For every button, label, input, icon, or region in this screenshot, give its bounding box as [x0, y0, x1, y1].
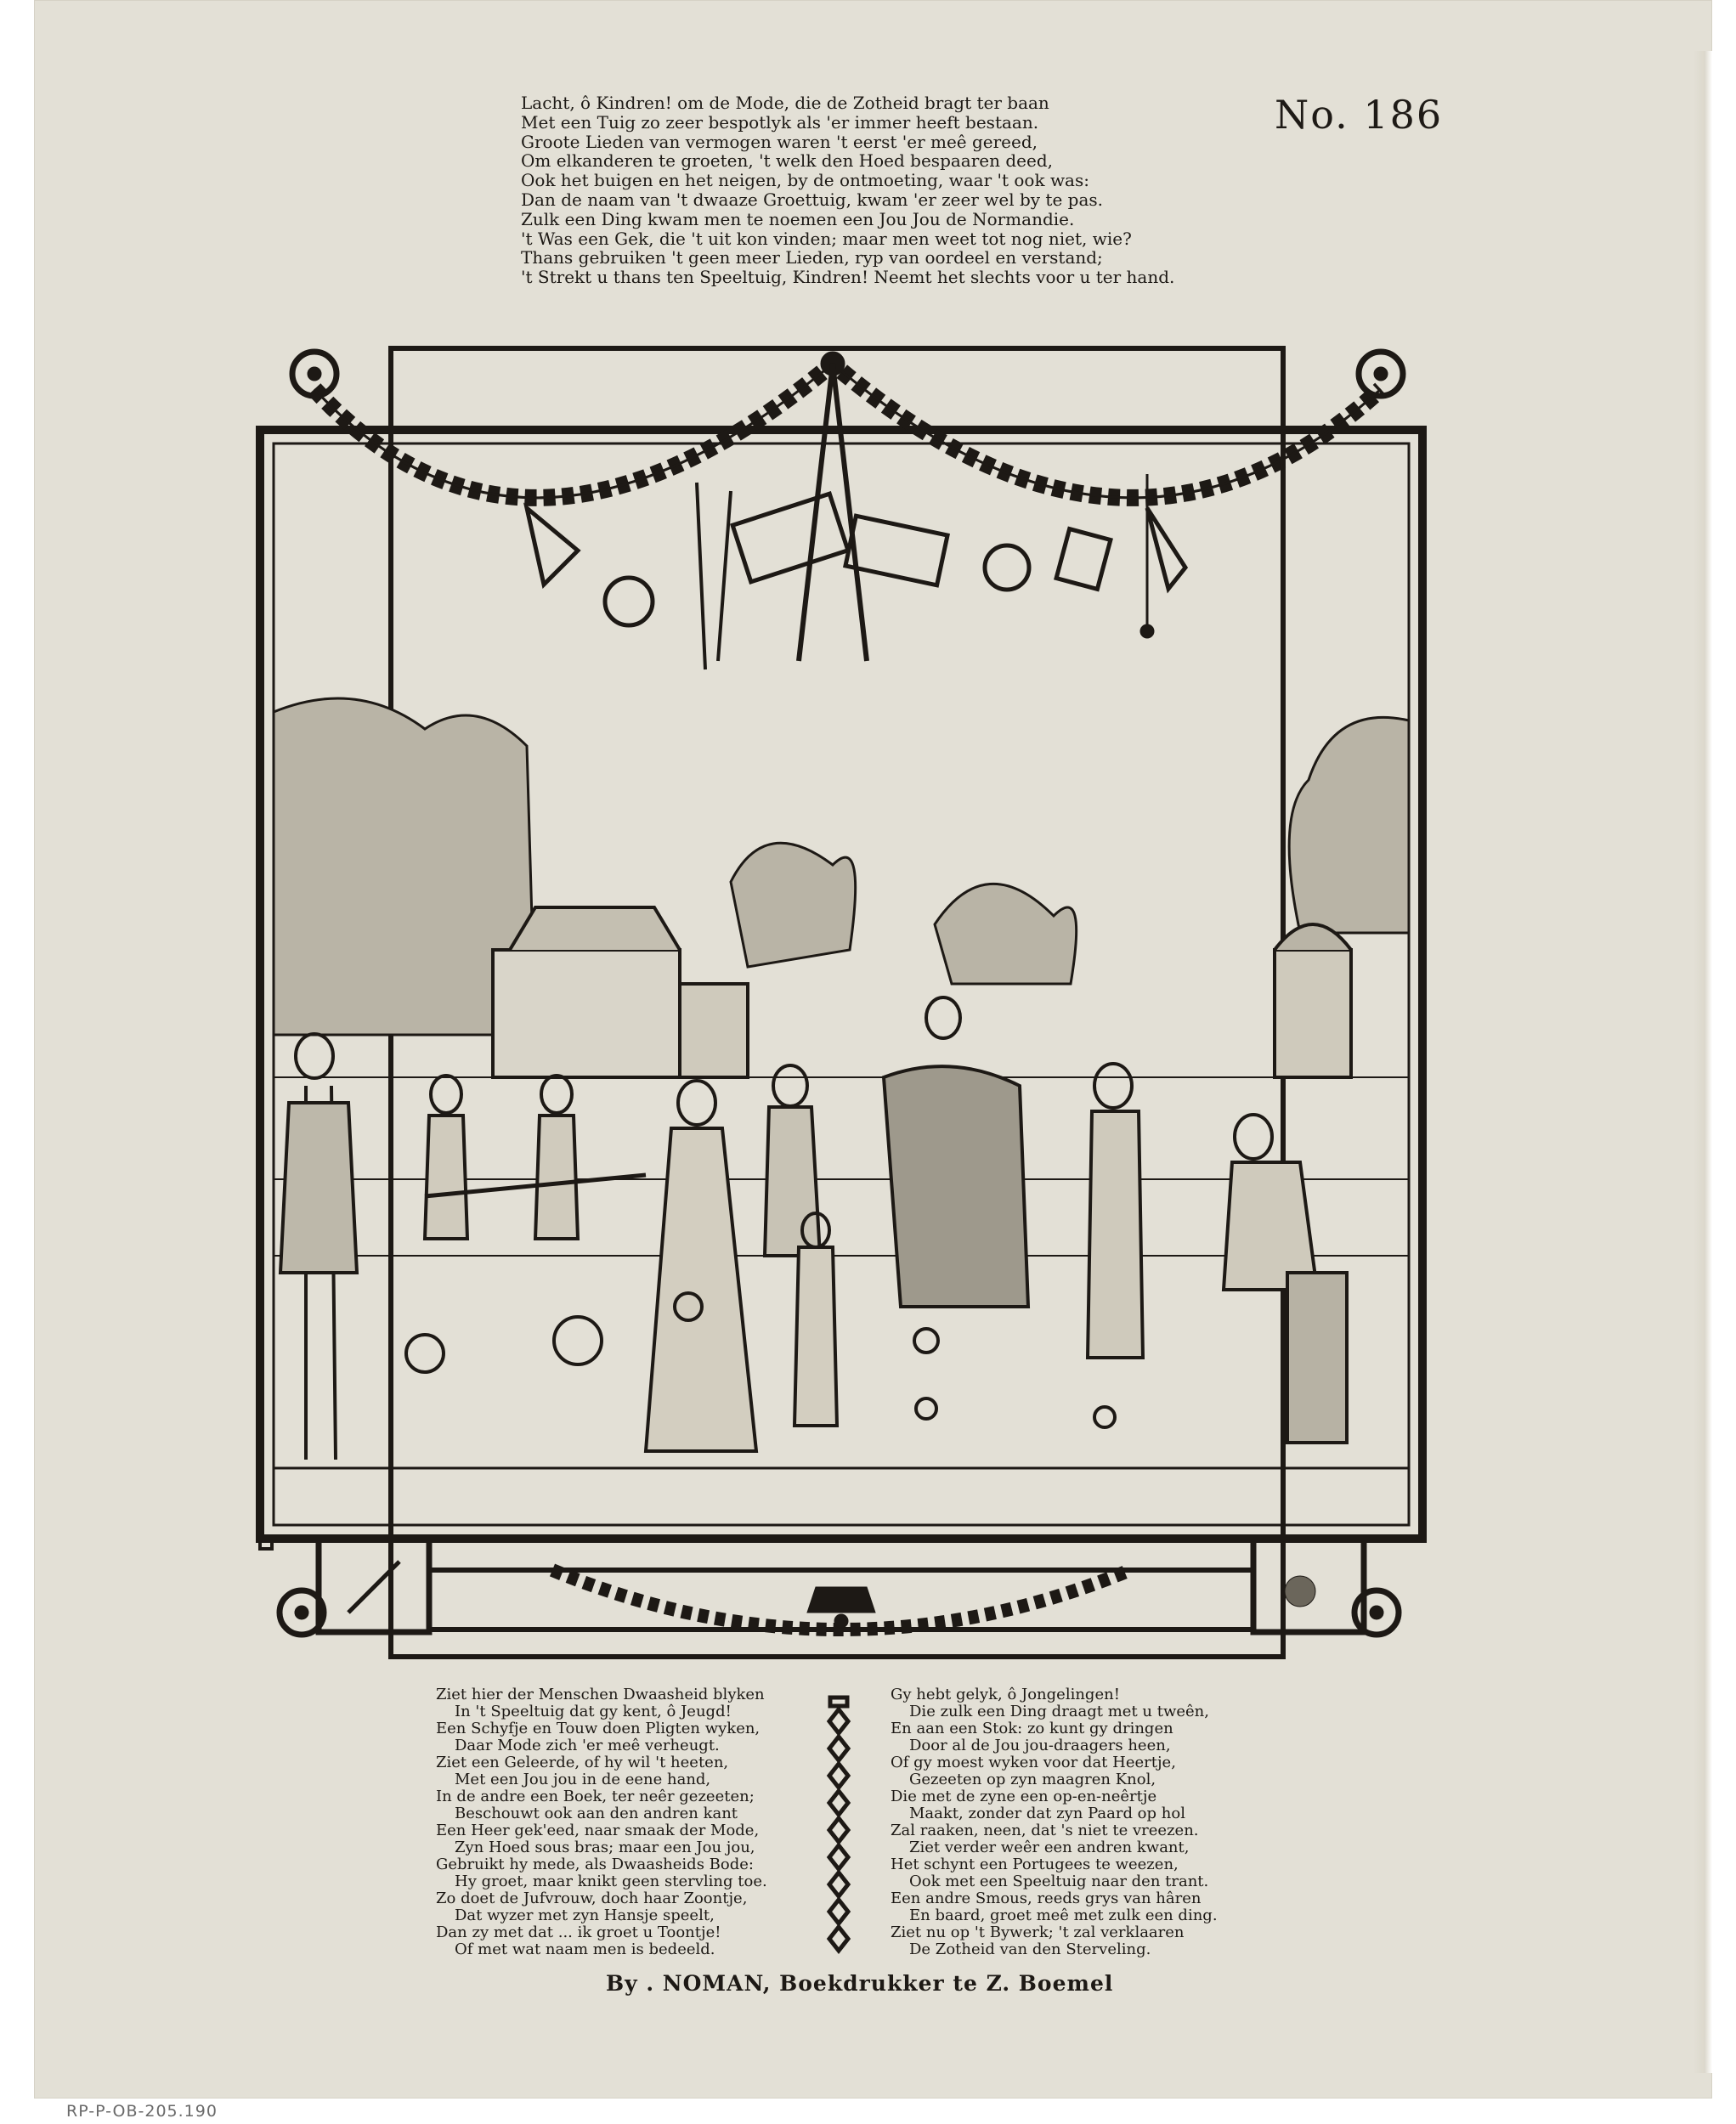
- verse-line: Zal raaken, neen, dat 's niet te vreezen.: [891, 1822, 1199, 1839]
- verse-line: Een andre Smous, reeds grys van hâren: [891, 1890, 1202, 1907]
- verse-line: Ziet verder weêr een andren kwant,: [909, 1839, 1190, 1856]
- verse-line: Thans gebruiken 't geen meer Lieden, ryp van oordeel en verstand;: [521, 247, 1103, 268]
- verse-line: Ook het buigen en het neigen, by de ontmoeting, waar 't ook was:: [521, 170, 1089, 191]
- verse-line: Ziet een Geleerde, of hy wil 't heeten,: [436, 1754, 729, 1771]
- figures-with-jouJous: [280, 997, 1347, 1460]
- printer-imprint: By . NOMAN, Boekdrukker te Z. Boemel: [606, 1971, 1114, 1996]
- verse-line: Die met de zyne een op-en-neêrtje: [891, 1788, 1157, 1805]
- verse-line: Zyn Hoed sous bras; maar een Jou jou,: [455, 1839, 755, 1856]
- verse-line: Het schynt een Portugees te weezen,: [891, 1856, 1179, 1873]
- verse-line: Een Schyfje en Touw doen Pligten wyken,: [436, 1720, 761, 1737]
- verse-line: Of met wat naam men is bedeeld.: [455, 1940, 715, 1958]
- accession-number: RP-P-OB-205.190: [66, 2102, 218, 2121]
- verse-line: Met een Tuig zo zeer bespotlyk als 'er immer heeft bestaan.: [521, 111, 1039, 133]
- verse-line: Beschouwt ook aan den andren kant: [455, 1805, 738, 1822]
- verse-line: En baard, groet meê met zulk een ding.: [909, 1907, 1218, 1924]
- verse-line: En aan een Stok: zo kunt gy dringen: [891, 1720, 1173, 1737]
- bottom-verse-left: [436, 1686, 827, 1958]
- verse-line: Dan de naam van 't dwaaze Groettuig, kwam 'er zeer wel by te pas.: [521, 189, 1103, 210]
- verse-line: Met een Jou jou in de eene hand,: [455, 1771, 711, 1788]
- garland-of-toys: [314, 352, 1381, 669]
- verse-line: In 't Speeltuig dat gy kent, ô Jeugd!: [455, 1703, 732, 1720]
- verse-line: Of gy moest wyken voor dat Heertje,: [891, 1754, 1176, 1771]
- verse-line: Zo doet de Jufvrouw, doch haar Zoontje,: [436, 1890, 748, 1907]
- deckle-edge: [1694, 51, 1712, 2073]
- verse-line: Daar Mode zich 'er meê verheugt.: [455, 1737, 720, 1754]
- bottom-cartouche: [319, 1539, 1364, 1632]
- verse-line: Gezeeten op zyn maagren Knol,: [909, 1771, 1156, 1788]
- verse-line: Maakt, zonder dat zyn Paard op hol: [909, 1805, 1185, 1822]
- verse-line: Een Heer gek'eed, naar smaak der Mode,: [436, 1822, 760, 1839]
- verse-line: Ziet nu op 't Bywerk; 't zal verklaaren: [891, 1923, 1185, 1941]
- verse-line: Door al de Jou jou-draagers heen,: [909, 1737, 1171, 1754]
- verse-line: Die zulk een Ding draagt met u tweên,: [909, 1703, 1209, 1720]
- verse-line: Groote Lieden van vermogen waren 't eerst 'er meê gereed,: [521, 131, 1038, 152]
- verse-line: Zulk een Ding kwam men te noemen een Jou Jou de Normandie.: [521, 208, 1075, 229]
- verse-line: Gebruikt hy mede, als Dwaasheids Bode:: [436, 1856, 754, 1873]
- verse-line: Om elkanderen te groeten, 't welk den Hoed bespaaren deed,: [521, 150, 1053, 172]
- verse-line: 't Strekt u thans ten Speeltuig, Kindren! Neemt het slechts voor u ter hand.: [521, 267, 1175, 288]
- verse-line: Ook met een Speeltuig naar den trant.: [909, 1873, 1209, 1890]
- verse-line: Gy hebt gelyk, ô Jongelingen!: [891, 1686, 1120, 1703]
- verse-line: Dan zy met dat ... ik groet u Toontje!: [436, 1923, 721, 1941]
- sheet-number: No. 186: [1275, 92, 1444, 138]
- verse-line: De Zotheid van den Sterveling.: [909, 1940, 1151, 1958]
- bottom-verse-right: [891, 1686, 1281, 1958]
- verse-line: Dat wyzer met zyn Hansje speelt,: [455, 1907, 715, 1924]
- verse-line: In de andre een Boek, ter neêr gezeeten;: [436, 1788, 755, 1805]
- woodcut-illustration: [255, 338, 1428, 1685]
- chain-ornament-icon: [826, 1694, 851, 1957]
- verse-line: Lacht, ô Kindren! om de Mode, die de Zotheid bragt ter baan: [521, 93, 1049, 113]
- verse-line: 't Was een Gek, die 't uit kon vinden; maar men weet tot nog niet, wie?: [521, 228, 1132, 249]
- verse-line: Ziet hier der Menschen Dwaasheid blyken: [436, 1686, 765, 1703]
- top-verse: [521, 93, 1226, 287]
- verse-line: Hy groet, maar knikt geen stervling toe.: [455, 1873, 767, 1890]
